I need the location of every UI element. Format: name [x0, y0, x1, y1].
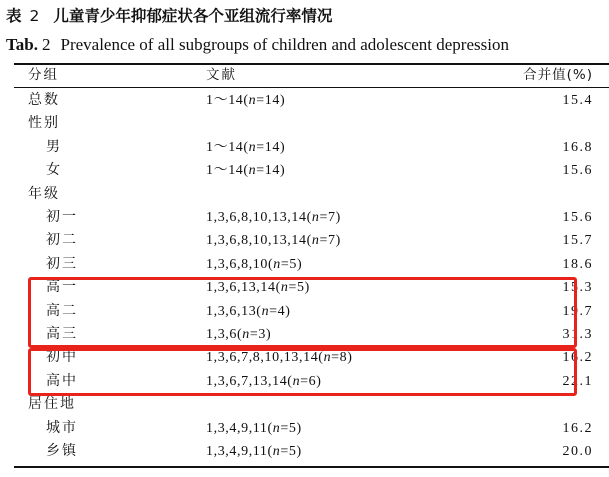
cell-refs: 1～14(n=14) [206, 93, 286, 108]
cell-value: 16.8 [562, 139, 593, 155]
cell-refs: 1,3,4,9,11(n=5) [206, 420, 302, 436]
caption-en-number: 2 [41, 35, 51, 54]
table-header-rule [14, 87, 609, 88]
table-row [0, 159, 609, 182]
header-refs: 文献 [206, 67, 237, 83]
cell-group: 女 [46, 162, 62, 179]
cell-group: 男 [46, 138, 62, 155]
cell-group: 高一 [46, 279, 78, 296]
table-bottom-rule [14, 466, 609, 468]
highlight-box-senior-grades [28, 277, 577, 348]
header-value: 合并值(%) [523, 67, 593, 83]
cell-refs: 1～14(n=14) [206, 163, 286, 179]
cell-value: 15.4 [562, 93, 593, 108]
table-row [0, 253, 609, 276]
cell-value: 15.7 [562, 233, 593, 249]
cell-group: 总数 [28, 92, 60, 108]
cell-group: 居住地 [28, 396, 76, 413]
cell-value: 16.2 [562, 420, 593, 436]
cell-group: 高二 [46, 302, 78, 319]
cell-value: 19.7 [562, 303, 593, 319]
caption-cn-number: 2 [29, 7, 40, 25]
cell-value: 20.0 [562, 444, 593, 459]
cell-refs: 1,3,6,8,10,13,14(n=7) [206, 233, 341, 249]
table-row [0, 89, 609, 112]
cell-value: 18.6 [562, 256, 593, 272]
cell-refs: 1,3,6,8,10(n=5) [206, 256, 303, 272]
cell-group: 初二 [46, 232, 78, 249]
cell-refs: 1,3,6,7,13,14(n=6) [206, 373, 322, 389]
cell-group: 高三 [46, 326, 78, 342]
caption-en-prefix: Tab. [6, 35, 38, 54]
cell-value: 15.6 [562, 163, 593, 179]
cell-group: 初中 [46, 349, 78, 366]
cell-value: 31.3 [562, 327, 593, 342]
cell-refs: 1,3,6,7,8,10,13,14(n=8) [206, 350, 353, 366]
cell-group: 乡镇 [46, 443, 78, 459]
cell-refs: 1,3,6,13,14(n=5) [206, 280, 310, 296]
cell-refs: 1,3,4,9,11(n=5) [206, 444, 302, 459]
table-header-row [0, 64, 609, 87]
caption-en-title: Prevalence of all subgroups of children and adolescent depression [60, 35, 509, 54]
cell-refs: 1,3,6,8,10,13,14(n=7) [206, 210, 341, 225]
cell-group: 高中 [46, 372, 78, 389]
table-row [0, 440, 609, 463]
cell-value: 22.1 [562, 373, 593, 389]
table-row [0, 112, 609, 135]
table-row [0, 393, 609, 416]
cell-value: 15.6 [562, 210, 593, 225]
cell-value: 15.3 [562, 280, 593, 296]
caption-cn-title: 儿童青少年抑郁症状各个亚组流行率情况 [53, 7, 333, 25]
cell-group: 初三 [46, 255, 78, 272]
cell-value: 16.2 [562, 350, 593, 366]
table-row [0, 136, 609, 159]
table-row [0, 183, 609, 206]
cell-group: 城市 [46, 419, 78, 436]
cell-refs: 1,3,6,13(n=4) [206, 303, 291, 319]
table-row [0, 417, 609, 440]
cell-group: 年级 [28, 185, 60, 202]
table-row [0, 206, 609, 229]
highlight-box-school-level [28, 348, 577, 396]
cell-group: 性别 [28, 115, 60, 132]
cell-refs: 1～14(n=14) [206, 139, 286, 155]
cell-group: 初一 [46, 209, 78, 225]
table-caption-en [6, 32, 509, 58]
cell-refs: 1,3,6(n=3) [206, 327, 272, 342]
table-row [0, 229, 609, 252]
caption-cn-prefix: 表 [6, 7, 22, 25]
table-caption-cn [6, 2, 332, 30]
header-group: 分组 [28, 67, 59, 83]
